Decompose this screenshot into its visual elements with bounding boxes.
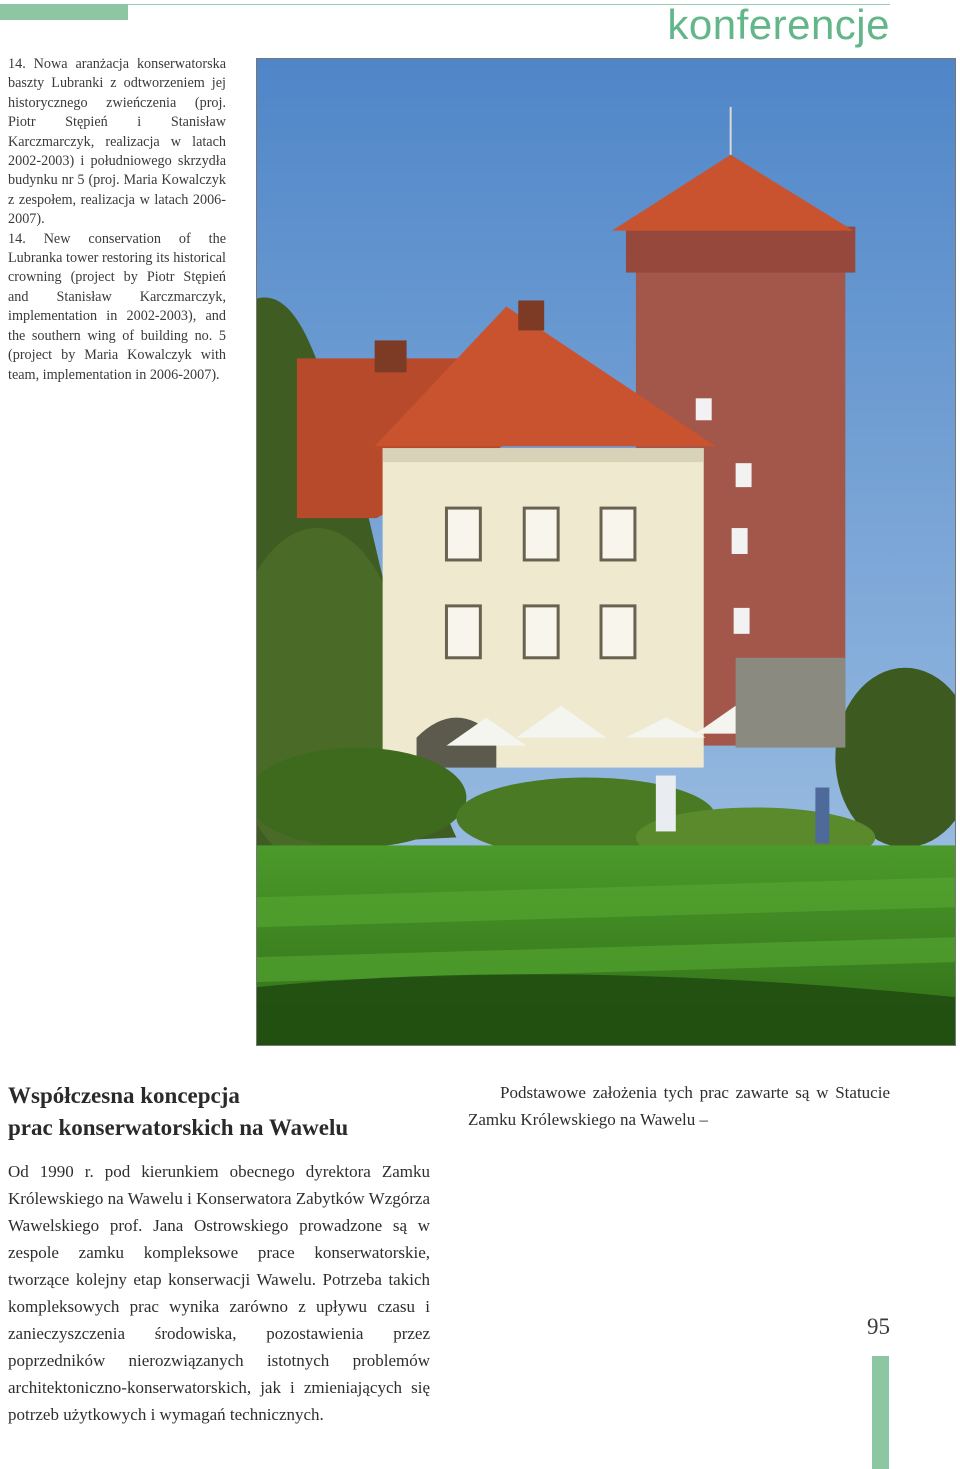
body-paragraph-2: Podstawowe założenia tych prac zawarte są w Statucie Zamku Królewskiego na Wawelu – [468,1083,890,1129]
body-column-left [8,1158,430,1428]
section-label: konferencje [667,1,890,48]
footer-accent-bar [872,1356,889,1469]
caption-polish: 14. Nowa aranżacja konserwatorska baszty Lubranki z odtworzeniem jej historycznego zwieńczenia (proj. Piotr Stępień i Stanisław Karczmarczyk, realizacja w latach 2002-2003) i południowego skrzydła budynku nr 5 (proj. Maria Kowalczyk z zespołem, realizacja w latach 2006-2007). [8,56,226,228]
article-heading [8,1080,428,1144]
caption-english: 14. New conservation of the Lubranka tower restoring its historical crowning (project by Piotr Stępień and Stanisław Karczmarczyk, implementation in 2002-2003), and the southern wing of building no. 5 (project by Maria Kowalczyk with team, implementation in 2006-2007). [8,230,226,383]
page-number: 95 [867,1314,890,1339]
header-accent-tab [0,4,128,20]
heading-line-1: Współczesna koncepcja [8,1083,240,1108]
body-column-right [468,1079,890,1133]
figure-caption [8,55,226,385]
heading-line-2: prac konserwatorskich na Wawelu [8,1115,349,1140]
body-paragraph-1: Od 1990 r. pod kierunkiem obecnego dyrektora Zamku Królewskiego na Wawelu i Konserwatora Zabytków Wzgórza Wawelskiego prof. Jana Ostrowskiego prowadzone są w zespole zamku kompleksowe prace konserwatorskie, tworzące kolejny etap konserwacji Wawelu. Potrzeba takich kompleksowych prac wynika zarówno z upływu czasu i zanieczyszczenia środowiska, pozostawienia przez poprzedników nierozwiązanych istotnych problemów architektoniczno-konserwatorskich, jak i zmieniających się potrzeb użytkowych i wymagań technicznych. [8,1162,430,1424]
castle-photo [256,58,956,1046]
